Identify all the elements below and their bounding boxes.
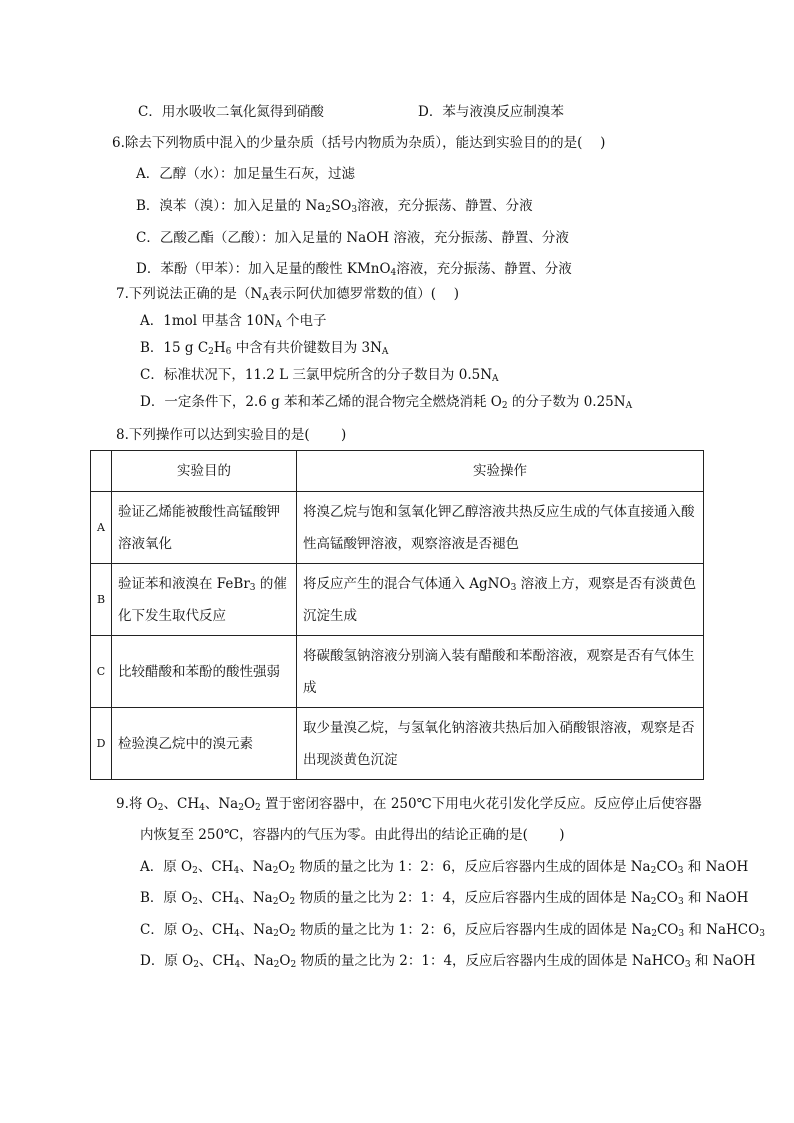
row-label: B (91, 564, 112, 636)
row-label: A (91, 492, 112, 564)
q6-option-d: D．苯酚（甲苯）：加入足量的酸性 KMnO$_4$溶液，充分振荡、静置、分液 (136, 261, 572, 278)
row-label: D (91, 708, 112, 780)
row-operation: 将反应产生的混合气体通入 AgNO$_3$ 溶液上方，观察是否有淡黄色沉淀生成 (297, 564, 704, 636)
row-operation: 将碳酸氢钠溶液分别滴入装有醋酸和苯酚溶液，观察是否有气体生成 (297, 636, 704, 708)
row-operation: 取少量溴乙烷，与氢氧化钠溶液共热后加入硝酸银溶液，观察是否出现淡黄色沉淀 (297, 708, 704, 780)
q7-option-b: B．15 g $C_2H_6$ 中含有共价键数目为 $3N_A$ (140, 340, 389, 357)
q7-option-c: C．标准状况下，11.2 L 三氯甲烷所含的分子数目为 $0.5N_A$ (140, 367, 499, 384)
q9-stem-line1: 9.将 $O_2$、$CH_4$、$Na_2O_2$ 置于密闭容器中，在 250℃下用电火花引发化学反应。反应停止后使容器 (116, 796, 702, 813)
q9-option-c: C．原 $O_2$、$CH_4$、$Na_2O_2$ 物质的量之比为 1：2：6，反应后容器内生成的固体是 $Na_2CO_3$ 和 NaHCO$_3$ (140, 922, 765, 939)
q8-stem: 8.下列操作可以达到实验目的是( ) (116, 427, 347, 443)
q9-option-b: B．原 $O_2$、$CH_4$、$Na_2O_2$ 物质的量之比为 2：1：4，反应后容器内生成的固体是 $Na_2CO_3$ 和 NaOH (140, 890, 749, 907)
table-row (91, 708, 704, 780)
row-operation: 将溴乙烷与饱和氢氧化钾乙醇溶液共热反应生成的气体直接通入酸性高锰酸钾溶液，观察溶液是否褪色 (297, 492, 704, 564)
q6-option-c: C．乙酸乙酯（乙酸）：加入足量的 NaOH 溶液，充分振荡、静置、分液 (136, 230, 569, 246)
row-label: C (91, 636, 112, 708)
q6-stem: 6.除去下列物质中混入的少量杂质（括号内物质为杂质），能达到实验目的的是( ) (112, 135, 606, 151)
table-row (91, 564, 704, 636)
q9-option-d: D．原 $O_2$、$CH_4$、$Na_2O_2$ 物质的量之比为 2：1：4，反应后容器内生成的固体是 NaHCO$_3$ 和 NaOH (140, 953, 756, 970)
row-purpose: 检验溴乙烷中的溴元素 (112, 708, 297, 780)
q6-option-a: A．乙醇（水）：加足量生石灰，过滤 (136, 166, 355, 182)
q6-option-b: B．溴苯（溴）：加入足量的 $Na_2SO_3$溶液，充分振荡、静置、分液 (136, 198, 533, 215)
q9-stem-line2: 内恢复至 250℃，容器内的气压为零。由此得出的结论正确的是( ) (140, 827, 565, 843)
header-purpose: 实验目的 (112, 451, 297, 492)
header-label-cell (91, 451, 112, 492)
row-purpose: 比较醋酸和苯酚的酸性强弱 (112, 636, 297, 708)
row-purpose: 验证苯和液溴在 FeBr$_3$ 的催化下发生取代反应 (112, 564, 297, 636)
table-row (91, 636, 704, 708)
table-header-row (91, 451, 704, 492)
q7-option-a: A．1mol 甲基含 $10N_A$ 个电子 (140, 313, 327, 330)
row-purpose: 验证乙烯能被酸性高锰酸钾溶液氧化 (112, 492, 297, 564)
q7-option-d: D．一定条件下，2.6 g 苯和苯乙烯的混合物完全燃烧消耗 $O_2$ 的分子数为 $0.25N_A$ (140, 394, 633, 411)
table-row (91, 492, 704, 564)
q5-option-d: D．苯与液溴反应制溴苯 (418, 104, 564, 120)
q5-option-c: C．用水吸收二氧化氮得到硝酸 (138, 104, 324, 120)
header-operation: 实验操作 (297, 451, 704, 492)
q8-experiment-table (90, 450, 704, 780)
q7-stem: 7.下列说法正确的是（$N_A$表示阿伏加德罗常数的值）( ) (116, 286, 460, 303)
q9-option-a: A．原 $O_2$、$CH_4$、$Na_2O_2$ 物质的量之比为 1：2：6，反应后容器内生成的固体是 $Na_2CO_3$ 和 NaOH (140, 859, 749, 876)
